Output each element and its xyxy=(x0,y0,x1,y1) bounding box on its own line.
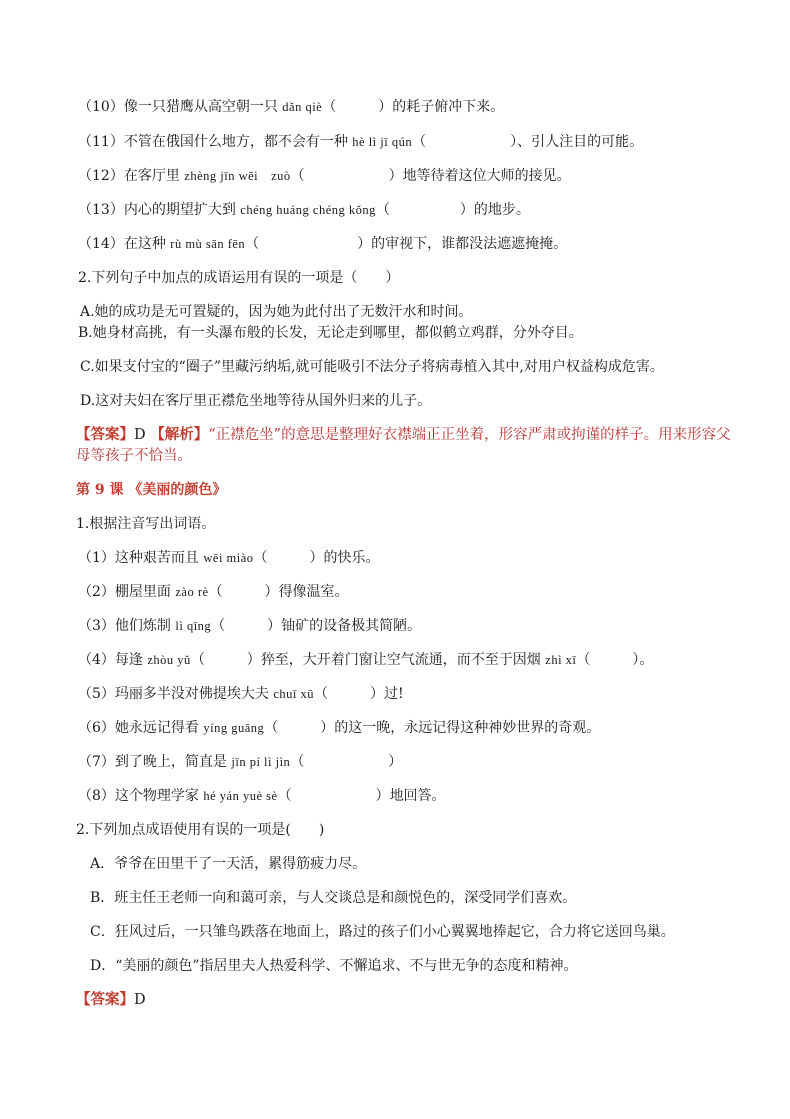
question-1-prompt: 1.根据注音写出词语。 xyxy=(76,516,216,532)
fill-item-7 xyxy=(78,752,402,772)
option-a: A．爷爷在田里干了一天活，累得筋疲力尽。 xyxy=(90,856,367,872)
fill-item-10 xyxy=(78,97,504,117)
item-text: 的快乐。 xyxy=(323,550,380,566)
option-d: D.这对夫妇在客厅里正襟危坐地等待从国外归来的儿子。 xyxy=(80,393,432,409)
fill-item-6 xyxy=(78,718,600,738)
pinyin: jīn pí lì jìn xyxy=(231,755,291,769)
item-number: （8） xyxy=(78,788,115,804)
item-text: 她永远记得看 xyxy=(114,720,204,736)
fill-item-8 xyxy=(78,786,446,806)
item-text: 在这种 xyxy=(123,236,171,252)
fill-item-12 xyxy=(78,166,571,186)
answer-blank[interactable]: （ ） xyxy=(322,99,393,115)
fill-item-5 xyxy=(78,684,404,704)
pinyin: zhòu yǔ xyxy=(147,653,191,667)
item-number: （7） xyxy=(78,754,115,770)
item-number: （5） xyxy=(78,686,115,702)
answer-blank[interactable]: （ ） xyxy=(277,788,390,804)
fill-item-14 xyxy=(78,234,567,254)
item-text: 他们炼制 xyxy=(114,618,176,634)
pinyin: chuī xū xyxy=(273,687,315,701)
item-text: 在客厅里 xyxy=(123,168,185,184)
answer-blank[interactable]: （ ） xyxy=(264,720,335,736)
analysis-text: “正襟危坐”的意思是整理好衣襟端正正坐着，形容严肃或拘谨的样子。用来形容父 xyxy=(208,427,731,443)
answer-blank[interactable]: （ ） xyxy=(375,202,474,218)
item-text: 棚屋里面 xyxy=(114,584,176,600)
fill-item-4 xyxy=(78,650,653,670)
option-c: C.如果支付宝的“圈子”里藏污纳垢,就可能吸引不法分子将病毒植入其中,对用户权益构成危害。 xyxy=(80,359,664,375)
answer-blank[interactable]: （ ） xyxy=(314,686,385,702)
item-number: （10） xyxy=(78,99,124,115)
item-text: 猝至，大开着门窗让空气流通，而不至于因烟 xyxy=(260,652,546,668)
pinyin: yíng guāng xyxy=(203,721,265,735)
question-2-prompt: 2.下列加点成语使用有误的一项是( ) xyxy=(76,822,325,838)
fill-item-1 xyxy=(78,548,380,568)
answer-label: 【答案】 xyxy=(76,426,134,443)
option-b: B.她身材高挑，有一头瀑布般的长发，无论走到哪里，都似鹤立鸡群，分外夺目。 xyxy=(78,325,583,341)
item-text: 、引人注目的可能。 xyxy=(517,134,644,150)
fill-item-2 xyxy=(78,582,349,602)
lesson-title: 第 9 课 《美丽的颜色》 xyxy=(76,482,227,498)
item-text: 得像温室。 xyxy=(278,584,349,600)
item-text: 这种艰苦而且 xyxy=(114,550,204,566)
answer-blank[interactable]: （ ） xyxy=(576,652,640,668)
item-text: 地等待着这位大师的接见。 xyxy=(402,168,571,184)
answer-blank[interactable]: （ ） xyxy=(245,236,372,252)
fill-item-3 xyxy=(78,616,421,636)
answer-blank[interactable]: （ ） xyxy=(253,550,324,566)
pinyin: chéng huáng chéng kǒng xyxy=(240,203,376,217)
option-d: D．“美丽的颜色”指居里夫人热爱科学、不懈追求、不与世无争的态度和精神。 xyxy=(90,958,578,974)
option-a: A.她的成功是无可置疑的，因为她为此付出了无数汗水和时间。 xyxy=(80,304,473,320)
analysis-text-continued: 母等孩子不恰当。 xyxy=(76,448,192,464)
fill-item-13 xyxy=(78,200,530,220)
item-text: 每逢 xyxy=(114,652,148,668)
answer-blank[interactable]: （ ） xyxy=(208,584,279,600)
item-number: （12） xyxy=(78,168,124,184)
item-text: 这个物理学家 xyxy=(114,788,204,804)
pinyin: rù mù sān fēn xyxy=(170,237,246,251)
pinyin: lì qīng xyxy=(175,619,212,633)
answer-value: D xyxy=(134,992,146,1008)
pinyin: hé yán yuè sè xyxy=(203,789,278,803)
item-text: 。 xyxy=(639,652,654,668)
item-text: 的这一晚，永远记得这种神妙世界的奇观。 xyxy=(334,720,601,736)
item-number: （11） xyxy=(78,134,124,150)
item-number: （6） xyxy=(78,720,115,736)
item-number: （2） xyxy=(78,584,115,600)
item-text: 过! xyxy=(384,686,404,702)
answer-analysis xyxy=(76,425,731,445)
answer-blank[interactable]: （ ） xyxy=(290,754,403,770)
pinyin: zhèng jīn wēi zuò xyxy=(184,169,291,183)
answer-blank[interactable]: （ ） xyxy=(190,652,261,668)
item-text: 像一只猎鹰从高空朝一只 xyxy=(123,99,283,115)
item-text: 到了晚上，简直是 xyxy=(114,754,232,770)
answer-label: 【答案】 xyxy=(76,991,134,1008)
pinyin: zhì xī xyxy=(545,653,577,667)
item-text: 不管在俄国什么地方，都不会有一种 xyxy=(123,134,353,150)
answer-blank[interactable]: （ ） xyxy=(211,618,282,634)
item-text: 的审视下，谁都没法遮遮掩掩。 xyxy=(371,236,568,252)
item-text: 内心的期望扩大到 xyxy=(123,202,241,218)
answer-blank[interactable]: （ ） xyxy=(412,134,518,150)
item-number: （1） xyxy=(78,550,115,566)
item-number: （3） xyxy=(78,618,115,634)
item-text: 铀矿的设备极其简陋。 xyxy=(281,618,422,634)
pinyin: dǎn qiè xyxy=(282,100,323,114)
option-c: C．狂风过后，一只雏鸟跌落在地面上，路过的孩子们小心翼翼地捧起它，合力将它送回鸟巢。 xyxy=(90,924,675,940)
pinyin: hè lì jī qún xyxy=(352,135,413,149)
item-text: 的耗子俯冲下来。 xyxy=(392,99,505,115)
answer-blank[interactable]: （ ） xyxy=(290,168,403,184)
pinyin: wēi miào xyxy=(203,551,254,565)
pinyin: zào rè xyxy=(175,585,209,599)
item-text: 的地步。 xyxy=(473,202,530,218)
fill-item-11 xyxy=(78,132,643,152)
question-2-prompt: 2.下列句子中加点的成语运用有误的一项是（ ） xyxy=(78,270,400,286)
item-text: 地回答。 xyxy=(389,788,446,804)
item-text: 玛丽多半没对佛提埃大夫 xyxy=(114,686,274,702)
item-number: （13） xyxy=(78,202,124,218)
option-b: B．班主任王老师一向和蔼可亲，与人交谈总是和颜悦色的，深受同学们喜欢。 xyxy=(90,890,577,906)
item-number: （4） xyxy=(78,652,115,668)
answer-value: D xyxy=(134,427,146,443)
analysis-label: 【解析】 xyxy=(150,426,209,443)
item-number: （14） xyxy=(78,236,124,252)
answer xyxy=(76,990,146,1010)
